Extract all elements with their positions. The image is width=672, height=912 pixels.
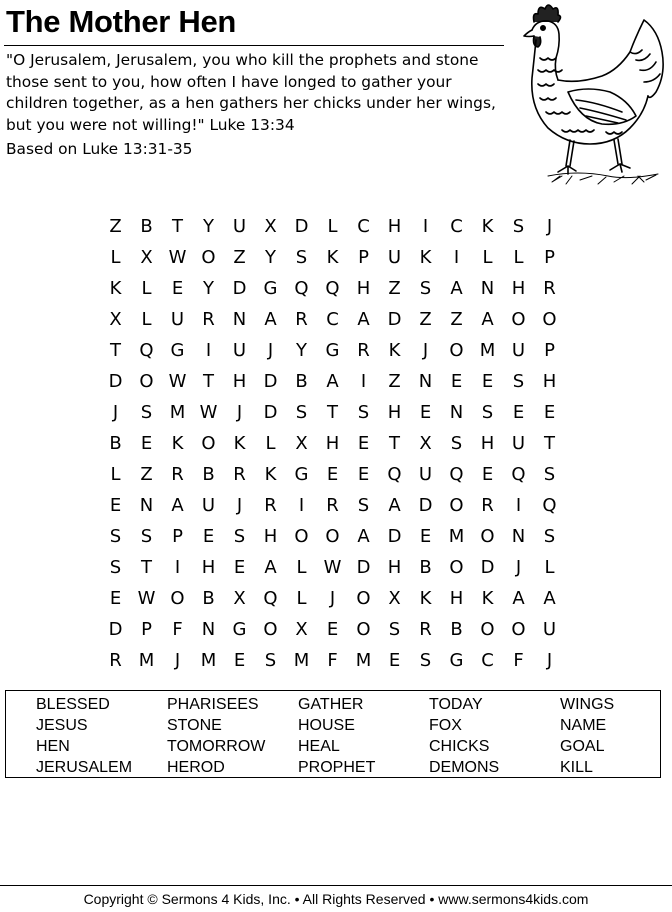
grid-letter: E bbox=[202, 526, 215, 547]
grid-letter: W bbox=[323, 557, 342, 578]
grid-letter: S bbox=[450, 433, 463, 454]
grid-letter: J bbox=[515, 557, 522, 578]
grid-letter: Q bbox=[294, 278, 309, 299]
grid-letter: B bbox=[140, 216, 153, 237]
grid-letter: H bbox=[480, 433, 495, 454]
grid-letter: T bbox=[172, 216, 183, 237]
grid-letter: A bbox=[357, 526, 370, 547]
grid-letter: Q bbox=[387, 464, 402, 485]
grid-letter: P bbox=[544, 247, 555, 268]
grid-letter: R bbox=[295, 309, 308, 330]
grid-letter: W bbox=[199, 402, 218, 423]
grid-letter: S bbox=[140, 402, 153, 423]
grid-letter: J bbox=[546, 650, 553, 671]
title-divider bbox=[4, 45, 504, 46]
word-bank-item: WINGS bbox=[560, 696, 615, 713]
grid-letter: U bbox=[418, 464, 433, 485]
grid-letter: U bbox=[542, 619, 557, 640]
grid-letter: C bbox=[326, 309, 339, 330]
grid-letter: S bbox=[109, 526, 122, 547]
word-bank-item: NAME bbox=[560, 717, 607, 734]
grid-letter: E bbox=[543, 402, 556, 423]
grid-letter: O bbox=[511, 309, 526, 330]
grid-letter: R bbox=[202, 309, 215, 330]
grid-letter: S bbox=[419, 650, 432, 671]
grid-letter: T bbox=[327, 402, 338, 423]
grid-letter: P bbox=[141, 619, 152, 640]
grid-letter: A bbox=[481, 309, 494, 330]
grid-letter: C bbox=[481, 650, 494, 671]
grid-letter: Z bbox=[419, 309, 432, 330]
grid-letter: D bbox=[294, 216, 309, 237]
grid-letter: M bbox=[138, 650, 155, 671]
grid-letter: S bbox=[109, 557, 122, 578]
word-bank-item: GATHER bbox=[298, 696, 364, 713]
word-bank-item: KILL bbox=[560, 759, 593, 776]
word-bank-item: CHICKS bbox=[429, 738, 490, 755]
grid-letter: M bbox=[448, 526, 465, 547]
grid-letter: Z bbox=[388, 278, 401, 299]
grid-letter: G bbox=[325, 340, 340, 361]
grid-letter: E bbox=[450, 371, 463, 392]
grid-letter: A bbox=[326, 371, 339, 392]
grid-letter: S bbox=[233, 526, 246, 547]
grid-letter: O bbox=[263, 619, 278, 640]
grid-letter: O bbox=[201, 433, 216, 454]
grid-letter: M bbox=[169, 402, 186, 423]
grid-letter: Z bbox=[388, 371, 401, 392]
grid-letter: F bbox=[172, 619, 183, 640]
word-bank-item: HEN bbox=[36, 738, 70, 755]
grid-letter: E bbox=[109, 495, 122, 516]
page-title: The Mother Hen bbox=[6, 4, 237, 39]
grid-letter: O bbox=[170, 588, 185, 609]
grid-letter: S bbox=[295, 247, 308, 268]
word-bank-item: GOAL bbox=[560, 738, 605, 755]
grid-letter: O bbox=[325, 526, 340, 547]
grid-letter: L bbox=[141, 309, 152, 330]
grid-letter: I bbox=[298, 495, 305, 516]
grid-letter: Y bbox=[265, 247, 276, 268]
grid-letter: Y bbox=[203, 216, 214, 237]
grid-letter: O bbox=[139, 371, 154, 392]
grid-letter: B bbox=[419, 557, 432, 578]
grid-letter: R bbox=[233, 464, 246, 485]
grid-letter: S bbox=[543, 464, 556, 485]
grid-letter: D bbox=[108, 371, 123, 392]
grid-letter: B bbox=[109, 433, 122, 454]
grid-letter: Z bbox=[450, 309, 463, 330]
grid-letter: R bbox=[326, 495, 339, 516]
word-bank-item: DEMONS bbox=[429, 759, 500, 776]
grid-letter: U bbox=[201, 495, 216, 516]
grid-letter: Q bbox=[511, 464, 526, 485]
grid-letter: O bbox=[201, 247, 216, 268]
grid-letter: O bbox=[542, 309, 557, 330]
grid-letter: H bbox=[263, 526, 278, 547]
grid-letter: S bbox=[357, 402, 370, 423]
grid-letter: S bbox=[419, 278, 432, 299]
grid-letter: O bbox=[480, 526, 495, 547]
grid-letter: M bbox=[293, 650, 310, 671]
grid-letter: O bbox=[449, 340, 464, 361]
grid-letter: J bbox=[267, 340, 274, 361]
word-bank-item: TODAY bbox=[429, 696, 483, 713]
grid-letter: E bbox=[109, 588, 122, 609]
grid-letter: L bbox=[296, 588, 307, 609]
grid-letter: A bbox=[357, 309, 370, 330]
grid-letter: L bbox=[110, 464, 121, 485]
grid-letter: H bbox=[449, 588, 464, 609]
grid-letter: D bbox=[418, 495, 433, 516]
grid-letter: K bbox=[264, 464, 277, 485]
grid-letter: O bbox=[356, 588, 371, 609]
grid-letter: X bbox=[264, 216, 277, 237]
grid-letter: L bbox=[327, 216, 338, 237]
grid-letter: L bbox=[110, 247, 121, 268]
grid-letter: R bbox=[171, 464, 184, 485]
grid-letter: H bbox=[387, 557, 402, 578]
grid-letter: Y bbox=[296, 340, 307, 361]
grid-letter: J bbox=[422, 340, 429, 361]
grid-letter: H bbox=[356, 278, 371, 299]
grid-letter: F bbox=[327, 650, 338, 671]
grid-letter: E bbox=[171, 278, 184, 299]
grid-letter: A bbox=[543, 588, 556, 609]
grid-letter: S bbox=[388, 619, 401, 640]
grid-letter: O bbox=[449, 557, 464, 578]
grid-letter: O bbox=[511, 619, 526, 640]
grid-letter: N bbox=[480, 278, 495, 299]
grid-letter: R bbox=[109, 650, 122, 671]
grid-letter: U bbox=[511, 433, 526, 454]
word-bank-item: HOUSE bbox=[298, 717, 355, 734]
grid-letter: H bbox=[387, 402, 402, 423]
grid-letter: L bbox=[513, 247, 524, 268]
word-bank-item: HEROD bbox=[167, 759, 225, 776]
grid-letter: W bbox=[168, 247, 187, 268]
grid-letter: S bbox=[543, 526, 556, 547]
grid-letter: E bbox=[233, 650, 246, 671]
grid-letter: E bbox=[326, 619, 339, 640]
grid-letter: N bbox=[449, 402, 464, 423]
grid-letter: H bbox=[542, 371, 557, 392]
grid-letter: X bbox=[419, 433, 432, 454]
grid-letter: X bbox=[109, 309, 122, 330]
grid-letter: R bbox=[481, 495, 494, 516]
grid-letter: E bbox=[419, 526, 432, 547]
grid-letter: S bbox=[512, 371, 525, 392]
grid-letter: T bbox=[110, 340, 121, 361]
grid-letter: S bbox=[264, 650, 277, 671]
grid-letter: X bbox=[295, 619, 308, 640]
grid-letter: X bbox=[233, 588, 246, 609]
grid-letter: S bbox=[357, 495, 370, 516]
word-bank-item: PROPHET bbox=[298, 759, 376, 776]
grid-letter: G bbox=[263, 278, 278, 299]
grid-letter: J bbox=[236, 402, 243, 423]
grid-letter: D bbox=[232, 278, 247, 299]
grid-letter: D bbox=[387, 526, 402, 547]
grid-letter: P bbox=[544, 340, 555, 361]
grid-letter: Q bbox=[139, 340, 154, 361]
grid-letter: D bbox=[387, 309, 402, 330]
grid-letter: F bbox=[513, 650, 524, 671]
copyright-footer: Copyright © Sermons 4 Kids, Inc. • All Rights Reserved • www.sermons4kids.com bbox=[83, 891, 589, 907]
grid-letter: G bbox=[232, 619, 247, 640]
grid-letter: E bbox=[357, 433, 370, 454]
grid-letter: K bbox=[388, 340, 401, 361]
grid-letter: S bbox=[512, 216, 525, 237]
grid-letter: E bbox=[357, 464, 370, 485]
grid-letter: S bbox=[295, 402, 308, 423]
grid-letter: T bbox=[203, 371, 214, 392]
grid-letter: I bbox=[174, 557, 181, 578]
grid-letter: I bbox=[453, 247, 460, 268]
grid-letter: K bbox=[326, 247, 339, 268]
grid-letter: I bbox=[360, 371, 367, 392]
grid-letter: R bbox=[419, 619, 432, 640]
grid-letter: H bbox=[325, 433, 340, 454]
grid-letter: U bbox=[232, 340, 247, 361]
grid-letter: H bbox=[511, 278, 526, 299]
grid-letter: N bbox=[418, 371, 433, 392]
word-bank-item: TOMORROW bbox=[167, 738, 266, 755]
grid-letter: A bbox=[264, 557, 277, 578]
grid-letter: N bbox=[139, 495, 154, 516]
word-bank-item: HEAL bbox=[298, 738, 340, 755]
grid-letter: T bbox=[389, 433, 400, 454]
grid-letter: M bbox=[200, 650, 217, 671]
grid-letter: Q bbox=[263, 588, 278, 609]
word-bank-item: JESUS bbox=[36, 717, 88, 734]
grid-letter: B bbox=[295, 371, 308, 392]
grid-letter: G bbox=[294, 464, 309, 485]
footer-divider bbox=[0, 885, 672, 886]
grid-letter: D bbox=[356, 557, 371, 578]
grid-letter: L bbox=[482, 247, 493, 268]
grid-letter: L bbox=[544, 557, 555, 578]
grid-letter: K bbox=[419, 588, 432, 609]
grid-letter: N bbox=[232, 309, 247, 330]
grid-letter: A bbox=[171, 495, 184, 516]
grid-letter: E bbox=[512, 402, 525, 423]
grid-letter: A bbox=[388, 495, 401, 516]
grid-letter: C bbox=[357, 216, 370, 237]
grid-letter: R bbox=[357, 340, 370, 361]
grid-letter: A bbox=[264, 309, 277, 330]
grid-letter: U bbox=[232, 216, 247, 237]
grid-letter: X bbox=[140, 247, 153, 268]
grid-letter: G bbox=[449, 650, 464, 671]
grid-letter: M bbox=[479, 340, 496, 361]
grid-letter: K bbox=[233, 433, 246, 454]
grid-letter: H bbox=[201, 557, 216, 578]
grid-letter: X bbox=[295, 433, 308, 454]
grid-letter: S bbox=[140, 526, 153, 547]
grid-letter: K bbox=[109, 278, 122, 299]
grid-letter: E bbox=[481, 371, 494, 392]
grid-letter: J bbox=[236, 495, 243, 516]
word-bank-item: JERUSALEM bbox=[36, 759, 133, 776]
grid-letter: L bbox=[265, 433, 276, 454]
grid-letter: Z bbox=[140, 464, 153, 485]
grid-letter: J bbox=[546, 216, 553, 237]
grid-letter: E bbox=[388, 650, 401, 671]
word-bank-item: FOX bbox=[429, 717, 462, 734]
grid-letter: P bbox=[358, 247, 369, 268]
word-bank-item: PHARISEES bbox=[167, 696, 259, 713]
grid-letter: Z bbox=[233, 247, 246, 268]
grid-letter: G bbox=[170, 340, 185, 361]
hen-illustration bbox=[518, 0, 668, 195]
grid-letter: Q bbox=[325, 278, 340, 299]
grid-letter: C bbox=[450, 216, 463, 237]
grid-letter: U bbox=[170, 309, 185, 330]
grid-letter: W bbox=[137, 588, 156, 609]
grid-letter: J bbox=[329, 588, 336, 609]
grid-letter: E bbox=[419, 402, 432, 423]
grid-letter: J bbox=[174, 650, 181, 671]
grid-letter: A bbox=[512, 588, 525, 609]
grid-letter: D bbox=[263, 371, 278, 392]
grid-letter: P bbox=[172, 526, 183, 547]
scripture-verse: "O Jerusalem, Jerusalem, you who kill the prophets and stone those sent to you, how often I have longed to gather your children together, as a hen gathers her chicks under her wings, but you were not willing!" Luke 13:34 bbox=[6, 51, 496, 134]
grid-letter: K bbox=[481, 588, 494, 609]
grid-letter: O bbox=[294, 526, 309, 547]
grid-letter: L bbox=[141, 278, 152, 299]
grid-letter: I bbox=[422, 216, 429, 237]
grid-letter: R bbox=[543, 278, 556, 299]
grid-letter: E bbox=[326, 464, 339, 485]
grid-letter: I bbox=[515, 495, 522, 516]
grid-letter: D bbox=[108, 619, 123, 640]
grid-letter: A bbox=[450, 278, 463, 299]
grid-letter: Q bbox=[542, 495, 557, 516]
grid-letter: B bbox=[202, 588, 215, 609]
grid-letter: Z bbox=[109, 216, 122, 237]
grid-letter: D bbox=[480, 557, 495, 578]
grid-letter: K bbox=[481, 216, 494, 237]
grid-letter: H bbox=[387, 216, 402, 237]
grid-letter: K bbox=[171, 433, 184, 454]
grid-letter: W bbox=[168, 371, 187, 392]
grid-letter: K bbox=[419, 247, 432, 268]
grid-letter: B bbox=[450, 619, 463, 640]
grid-letter: R bbox=[264, 495, 277, 516]
word-bank-item: STONE bbox=[167, 717, 222, 734]
grid-letter: L bbox=[296, 557, 307, 578]
grid-letter: N bbox=[201, 619, 216, 640]
grid-letter: U bbox=[511, 340, 526, 361]
grid-letter: O bbox=[356, 619, 371, 640]
grid-letter: U bbox=[387, 247, 402, 268]
grid-letter: Q bbox=[449, 464, 464, 485]
grid-letter: E bbox=[481, 464, 494, 485]
grid-letter: N bbox=[511, 526, 526, 547]
grid-letter: O bbox=[449, 495, 464, 516]
grid-letter: T bbox=[141, 557, 152, 578]
grid-letter: I bbox=[205, 340, 212, 361]
grid-letter: T bbox=[544, 433, 555, 454]
grid-letter: B bbox=[202, 464, 215, 485]
grid-letter: E bbox=[140, 433, 153, 454]
grid-letter: X bbox=[388, 588, 401, 609]
grid-letter: J bbox=[112, 402, 119, 423]
grid-letter: O bbox=[480, 619, 495, 640]
word-bank-item: BLESSED bbox=[36, 696, 110, 713]
word-bank bbox=[5, 690, 661, 778]
grid-letter: M bbox=[355, 650, 372, 671]
grid-letter: E bbox=[233, 557, 246, 578]
scripture-reference: Based on Luke 13:31-35 bbox=[6, 140, 193, 158]
grid-letter: S bbox=[481, 402, 494, 423]
grid-letter: D bbox=[263, 402, 278, 423]
grid-letter: H bbox=[232, 371, 247, 392]
grid-letter: Y bbox=[203, 278, 214, 299]
